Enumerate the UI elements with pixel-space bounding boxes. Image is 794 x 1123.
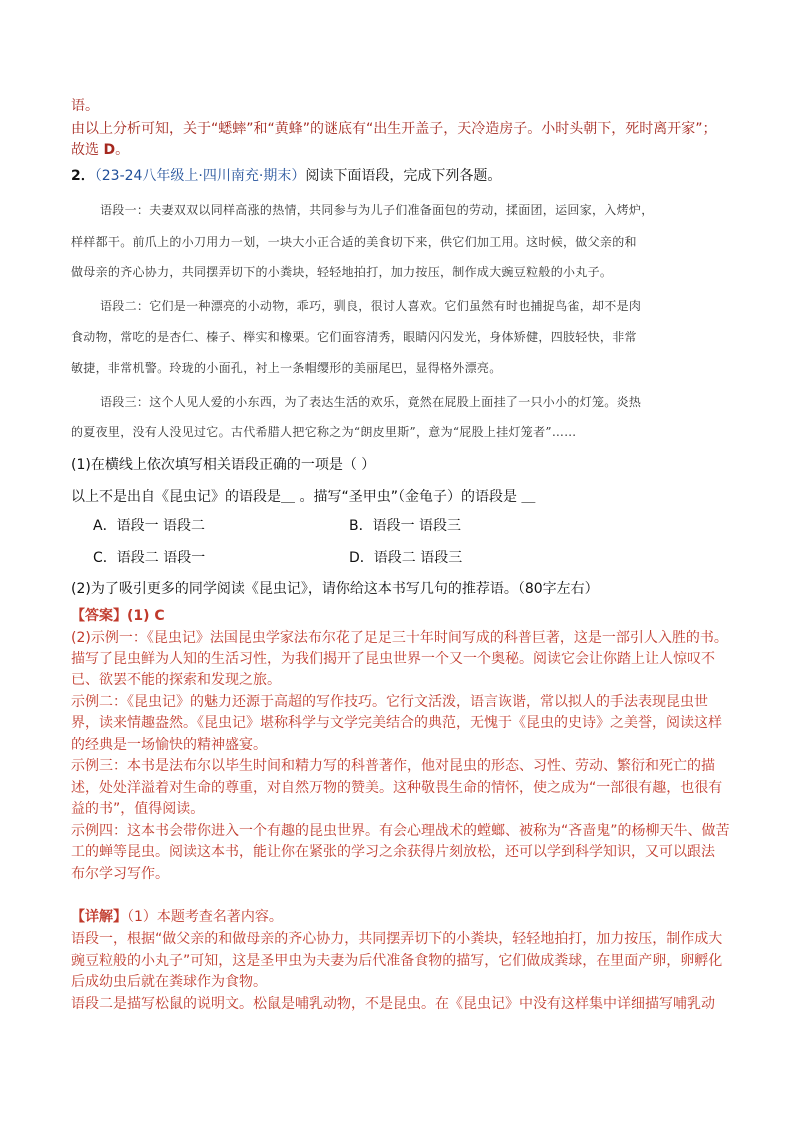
answer-choice-suffix: 。 xyxy=(115,142,130,158)
option-a: A．语段一 语段二 xyxy=(93,518,206,534)
question-header xyxy=(71,166,501,186)
option-b: B．语段一 语段三 xyxy=(349,518,462,534)
answer-line: 已、欲罢不能的探索和发现之旅。 xyxy=(71,672,281,688)
answer-choice-prefix: 故选 xyxy=(71,142,104,158)
passage-line: 语段一：夫妻双双以同样高涨的热情，共同参与为儿子们准备面包的劳动，揉面团，运回家，入烤炉， xyxy=(100,203,654,217)
answer-choice-line xyxy=(71,140,129,160)
detail-header xyxy=(71,907,283,927)
answer-line: 描写了昆虫鲜为人知的生活习性，为我们揭开了昆虫世界一个又一个奥秘。阅读它会让你踏上让人惊叹不 xyxy=(71,651,715,667)
answer-line: 示例四：这本书会带你进入一个有趣的昆虫世界。有会心理战术的螳螂、被称为“吝啬鬼”的杨柳天牛、做苦 xyxy=(71,823,730,839)
answer-line: 述，处处洋溢着对生命的尊重，对自然万物的赞美。这种敬畏生命的情怀，使之成为“一部很有趣，也很有 xyxy=(71,780,723,796)
answer-line: 示例三：本书是法布尔以毕生时间和精力写的科普著作，他对昆虫的形态、习性、劳动、繁衍和死亡的描 xyxy=(71,758,715,774)
answer-value: (1) C xyxy=(127,608,165,624)
passage-line: 样样都干。前爪上的小刀用力一划，一块大小正合适的美食切下来，供它们加工用。这时候，做父亲的和 xyxy=(71,235,637,249)
passage-line: 语段三：这个人见人爱的小东西，为了表达生活的欢乐，竟然在屁股上面挂了一只小小的灯笼。炎热 xyxy=(100,395,642,409)
answer-tag: 【答案】 xyxy=(71,608,127,624)
detail-line: 语段一，根据“做父亲的和做母亲的齐心协力，共同摆弄切下的小粪块，轻轻地拍打，加力按压，制作成大 xyxy=(71,931,723,947)
passage-line: 做母亲的齐心协力，共同摆弄切下的小粪块，轻轻地拍打，加力按压，制作成大豌豆粒般的小丸子。 xyxy=(71,265,613,279)
answer-line: 界，读来情趣盎然。《昆虫记》堪称科学与文学完美结合的典范，无愧于《昆虫的史诗》之美誉，阅读这样 xyxy=(71,715,722,731)
answer-choice-letter: D xyxy=(103,142,116,158)
detail-tag: 【详解】 xyxy=(71,909,127,925)
question-number: 2． xyxy=(71,168,95,184)
question-prompt: 阅读下面语段，完成下列各题。 xyxy=(305,168,502,184)
option-d: D．语段二 语段三 xyxy=(349,550,463,566)
answer-line: 示例二：《昆虫记》的魅力还源于高超的写作技巧。它行文活泼，语言诙谐，常以拟人的手法表现昆虫世 xyxy=(71,694,708,710)
sub-question-1-blanks: 以上不是出自《昆虫记》的语段是＿ 。描写“圣甲虫”（金龟子）的语段是 ＿ xyxy=(71,489,536,505)
question-source: （23-24八年级上·四川南充·期末） xyxy=(94,168,306,184)
continuation-text: 语。 xyxy=(71,98,99,114)
answer-header xyxy=(71,606,165,626)
sub-question-1: (1)在横线上依次填写相关语段正确的一项是（ ） xyxy=(71,457,376,473)
answer-line: 的经典是一场愉快的精神盛宴。 xyxy=(71,737,267,753)
passage-line: 敏捷，非常机警。玲珑的小面孔，衬上一条帽缨形的美丽尾巴，显得格外漂亮。 xyxy=(71,361,502,375)
answer-line: 布尔学习写作。 xyxy=(71,866,169,882)
passage-line: 食动物，常吃的是杏仁、榛子、榉实和橡栗。它们面容清秀，眼睛闪闪发光，身体矫健，四肢轻快，非常 xyxy=(71,330,637,344)
detail-intro: （1）本题考查名著内容。 xyxy=(127,909,283,925)
answer-line: 工的蝉等昆虫。阅读这本书，能让你在紧张的学习之余获得片刻放松，还可以学到科学知识，又可以跟法 xyxy=(71,844,715,860)
detail-line: 语段二是描写松鼠的说明文。松鼠是哺乳动物，不是昆虫。在《昆虫记》中没有这样集中详细描写哺乳动 xyxy=(71,996,715,1012)
answer-line: 益的书”，值得阅读。 xyxy=(71,801,205,817)
answer-line: (2)示例一：《昆虫记》法国昆虫学家法布尔花了足足三十年时间写成的科普巨著，这是一部引人入胜的书。 xyxy=(71,630,728,646)
analysis-conclusion: 由以上分析可知，关于“蟋蟀”和“黄蜂”的谜底有“出生开盖子，天冷造房子。小时头朝下，死时离开家”； xyxy=(71,121,717,137)
option-c: C．语段二 语段一 xyxy=(93,550,206,566)
sub-question-2: (2)为了吸引更多的同学阅读《昆虫记》，请你给这本书写几句的推荐语。（80字左右） xyxy=(71,581,599,597)
passage-line: 的夏夜里，没有人没见过它。古代希腊人把它称之为“朗皮里斯”，意为“屁股上挂灯笼者”…… xyxy=(71,425,577,439)
detail-line: 豌豆粒般的小丸子”可知，这是圣甲虫为夫妻为后代准备食物的描写，它们做成粪球，在里面产卵，卵孵化 xyxy=(71,953,723,969)
detail-line: 后成幼虫后就在粪球作为食物。 xyxy=(71,974,267,990)
passage-line: 语段二：它们是一种漂亮的小动物，乖巧，驯良，很讨人喜欢。它们虽然有时也捕捉鸟雀，却不是肉 xyxy=(100,299,642,313)
